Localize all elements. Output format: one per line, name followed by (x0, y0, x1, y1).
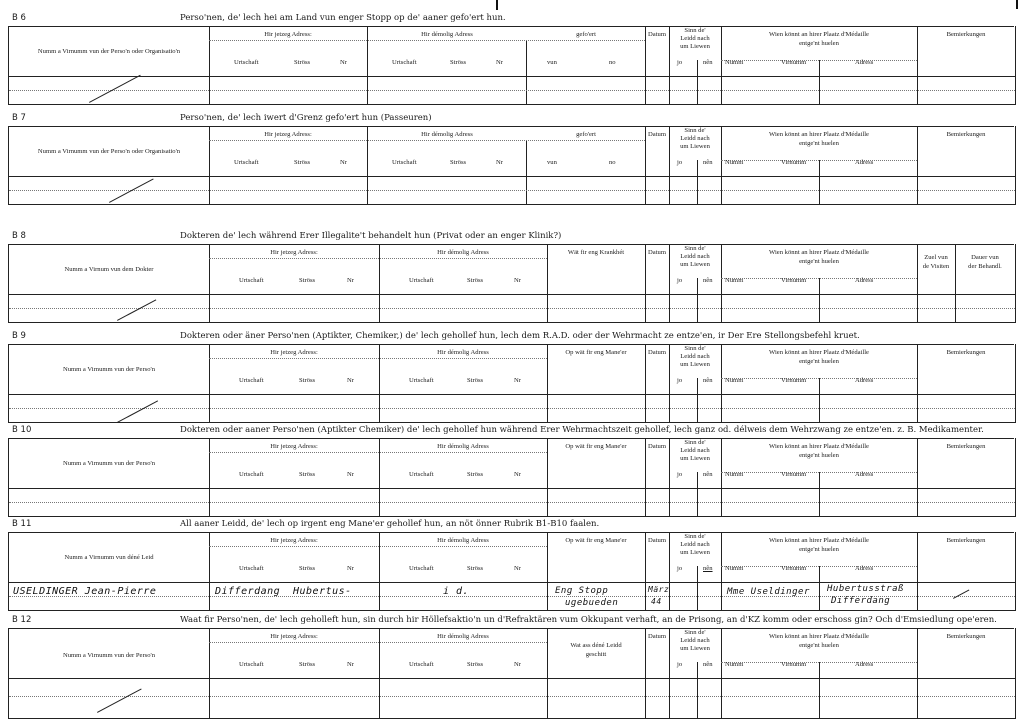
person-col-header: Numm a Virnumm vun der Perso'n (62, 460, 156, 467)
column-label: Adress (855, 277, 874, 284)
rule-line (917, 628, 918, 718)
column-label: entge'nt huelen (799, 40, 839, 47)
column-label: Numm (725, 159, 744, 166)
section-title: Perso'nen, de' lech iwert d'Grenz gefo'ert hun (Passeuren) (180, 113, 432, 123)
column-label: Numm (725, 471, 744, 478)
rule-line (721, 662, 917, 663)
column-label: vun (547, 159, 557, 166)
rule-line (819, 60, 820, 104)
section-grid (8, 628, 1016, 719)
column-label: Urtschaft (239, 661, 264, 668)
column-label: jo (677, 277, 683, 284)
column-label: Datum (648, 131, 666, 138)
column-label: Numm (725, 661, 744, 668)
person-col-header: Numm a Virnum vun dem Dokter (64, 266, 154, 273)
column-label: Bemierkungen (946, 633, 986, 640)
section-title: Dokteren oder äner Perso'nen (Aptikter, Chemiker,) de' lech gehollef hun, lech dem R.A.D. oder der Wehrmacht ze entze'en, ir Der Ere Stellongsbefehl kruet. (180, 331, 860, 341)
column-label: Ströss (299, 277, 316, 284)
column-label: entge'nt huelen (799, 642, 839, 649)
column-label: Urtschaft (409, 377, 434, 384)
former-address-header: Hir démolig Adress (437, 249, 489, 256)
rule-line (9, 696, 1015, 697)
rule-line (9, 76, 1015, 77)
column-label: Urtschaft (409, 565, 434, 572)
column-label: Numm (725, 59, 744, 66)
rule-line (9, 394, 1015, 395)
column-label: Leidd nach (680, 353, 710, 360)
rule-line (209, 452, 547, 453)
column-label: vun (547, 59, 557, 66)
column-label: Bemierkungen (946, 443, 986, 450)
current-address-header: Hir jetzeg Adress: (264, 131, 312, 138)
cancel-stroke (953, 590, 969, 599)
column-label: nên (703, 59, 713, 66)
column-label: Numm (725, 377, 744, 384)
section-code: B 11 (12, 519, 32, 529)
column-label: um Liewen (680, 549, 710, 556)
column-label: Datum (648, 31, 666, 38)
person-col-header: Numm a Virnumm vun der Perso'n (62, 366, 156, 373)
column-label: Virnumm (781, 277, 807, 284)
column-label: Virnumm (781, 471, 807, 478)
right-margin-mark (1016, 0, 1018, 9)
transported-header: gefo'ert (576, 131, 596, 138)
handwritten-date-1: März (648, 585, 670, 594)
rule-line (819, 278, 820, 322)
current-address-header: Hir jetzeg Adress: (270, 537, 318, 544)
section-grid (8, 438, 1016, 517)
rule-line (697, 662, 698, 718)
rule-line (721, 160, 917, 161)
rule-line (9, 90, 1015, 91)
former-address-header: Hir démolig Adress (437, 633, 489, 640)
former-address-header: Hir démolig Adress (421, 131, 473, 138)
form-page (8, 12, 1014, 718)
column-label: Urtschaft (239, 471, 264, 478)
column-label: Leidd nach (680, 541, 710, 548)
handwritten-method-1: Eng Stopp (555, 586, 609, 596)
rule-line (209, 358, 547, 359)
column-label: Sinn de' (684, 439, 706, 446)
current-address-header: Hir jetzeg Adress: (270, 249, 318, 256)
handwritten-locality: Differdang (215, 586, 281, 597)
column-label: Urtschaft (409, 661, 434, 668)
column-label: Ströss (467, 661, 484, 668)
section-grid (8, 344, 1016, 423)
section-grid (8, 532, 1016, 611)
current-address-header: Hir jetzeg Adress: (270, 633, 318, 640)
column-label: um Liewen (680, 645, 710, 652)
column-label: jo (677, 661, 683, 668)
former-address-header: Hir démolig Adress (437, 443, 489, 450)
column-label: nên (703, 377, 713, 384)
handwritten-medal-name: Mme Useldinger (727, 587, 810, 597)
current-address-header: Hir jetzeg Adress: (270, 443, 318, 450)
column-label: entge'nt huelen (799, 358, 839, 365)
rule-line (819, 472, 820, 516)
rule-line (9, 488, 1015, 489)
person-col-header: Numm a Virnumm vun der Perso'n oder Organisatio'n (37, 148, 181, 155)
rule-line (819, 662, 820, 718)
rule-line (697, 278, 698, 322)
section-grid (8, 244, 1016, 323)
column-label: Zuel vun (924, 254, 948, 261)
column-label: Virnumm (781, 59, 807, 66)
column-label: nên (703, 159, 713, 166)
method-header: Op wät fir eng Mane'er (565, 537, 627, 544)
handwritten-date-2: 44 (651, 597, 662, 606)
rule-line (697, 566, 698, 610)
column-label: um Liewen (680, 43, 710, 50)
column-label: Dauer vun (971, 254, 999, 261)
rule-line (209, 546, 547, 547)
column-label: Sinn de' (684, 345, 706, 352)
column-label: Ströss (467, 565, 484, 572)
column-label: Virnumm (781, 661, 807, 668)
illness-header: Wät fir eng Krankhét (567, 249, 625, 256)
cancel-stroke (117, 299, 156, 321)
handwritten-former-address: i d. (443, 586, 470, 597)
section-header (8, 230, 1014, 245)
column-label: Adress (855, 471, 874, 478)
rule-line (9, 582, 1015, 583)
column-label: Bemierkungen (946, 537, 986, 544)
rule-line (209, 40, 645, 41)
column-label: Leidd nach (680, 35, 710, 42)
column-label: Sinn de' (684, 245, 706, 252)
column-label: Nr (340, 59, 347, 66)
column-label: Urtschaft (234, 159, 259, 166)
section-grid (8, 126, 1016, 205)
rule-line (209, 642, 547, 643)
column-label: entge'nt huelen (799, 452, 839, 459)
column-label: jo (677, 471, 683, 478)
section-header (8, 424, 1014, 439)
column-label: Urtschaft (409, 471, 434, 478)
column-label: no (609, 159, 616, 166)
former-address-header: Hir démolig Adress (437, 349, 489, 356)
rule-line (697, 472, 698, 516)
section-header (8, 614, 1014, 629)
answer-nen-marked: nên (703, 565, 713, 572)
column-label: geschitt (585, 651, 607, 658)
column-label: Sinn de' (684, 127, 706, 134)
column-label: Nr (347, 277, 354, 284)
section-code: B 10 (12, 425, 32, 435)
column-label: um Liewen (680, 143, 710, 150)
rule-line (526, 40, 527, 104)
column-label: Adress (855, 661, 874, 668)
column-label: Wien könnt an hirer Plaatz d'Médaille (769, 31, 869, 38)
column-label: Ströss (299, 471, 316, 478)
rule-line (9, 502, 1015, 503)
column-label: Datum (648, 443, 666, 450)
rule-line (209, 258, 547, 259)
cancel-stroke (97, 689, 142, 713)
column-label: Ströss (299, 565, 316, 572)
column-label: Wien könnt an hirer Plaatz d'Médaille (769, 349, 869, 356)
column-label: Nr (496, 159, 503, 166)
what-happened-header: Wat ass déné Leidd (570, 642, 622, 649)
section-title: Dokteren de' lech während Erer Illegalite't behandelt hun (Privat oder an enger Klinik?) (180, 231, 562, 241)
column-label: de Visiten (922, 263, 950, 270)
column-label: Datum (648, 349, 666, 356)
person-col-header: Numm a Virnumm vun der Perso'n oder Organisatio'n (37, 48, 181, 55)
column-label: jo (677, 159, 683, 166)
column-label: Numm (725, 277, 744, 284)
former-address-header: Hir démolig Adress (421, 31, 473, 38)
column-label: nên (703, 277, 713, 284)
top-margin-mark (496, 0, 498, 10)
rule-line (697, 60, 698, 104)
column-label: Urtschaft (409, 277, 434, 284)
column-label: Nr (514, 277, 521, 284)
person-col-header: Numm a Virnumm vun der Perso'n (62, 652, 156, 659)
column-label: Ströss (294, 59, 311, 66)
handwritten-name: USELDINGER Jean-Pierre (13, 586, 157, 597)
column-label: Urtschaft (239, 377, 264, 384)
column-label: entge'nt huelen (799, 546, 839, 553)
section-code: B 12 (12, 615, 32, 625)
rule-line (9, 294, 1015, 295)
handwritten-medal-address-1: Hubertusstraß (827, 584, 904, 594)
cancel-stroke (117, 400, 158, 422)
column-label: Urtschaft (392, 159, 417, 166)
column-label: Ströss (299, 661, 316, 668)
rule-line (9, 308, 1015, 309)
column-label: Virnumm (781, 565, 807, 572)
column-label: Virnumm (781, 159, 807, 166)
rule-line (209, 140, 645, 141)
handwritten-method-2: ugebueden (565, 598, 619, 608)
column-label: der Behandl. (968, 263, 1002, 270)
column-label: Nr (347, 661, 354, 668)
column-label: Wien könnt an hirer Plaatz d'Médaille (769, 131, 869, 138)
section-title: Waat fir Perso'nen, de' lech geholleft hun, sin durch hir Höllefsaktio'n un d'Refraktären vum Okkupant verhaft, an de Prisong, an d'KZ komm oder erschoss gin? Och d'Emsiedlung ope'eren. (180, 615, 997, 625)
rule-line (819, 378, 820, 422)
section-title: All aaner Leidd, de' lech op irgent eng Mane'er gehollef hun, an nöt önner Rubrik B1-B10 faalen. (180, 519, 600, 529)
column-label: Ströss (467, 471, 484, 478)
section-title: Perso'nen, de' lech hei am Land vun enger Stopp op de' aaner gefo'ert hun. (180, 13, 506, 23)
column-label: Ströss (467, 377, 484, 384)
column-label: Leidd nach (680, 253, 710, 260)
column-label: Numm (725, 565, 744, 572)
column-label: Ströss (299, 377, 316, 384)
column-label: Nr (347, 471, 354, 478)
method-header: Op wät fir eng Mane'er (565, 443, 627, 450)
section-header (8, 518, 1014, 533)
rule-line (526, 140, 527, 204)
rule-line (645, 628, 646, 718)
column-label: Urtschaft (392, 59, 417, 66)
column-label: Ströss (450, 59, 467, 66)
column-label: Leidd nach (680, 135, 710, 142)
column-label: Nr (347, 565, 354, 572)
section-header (8, 112, 1014, 127)
column-label: jo (677, 59, 683, 66)
column-label: Sinn de' (684, 629, 706, 636)
column-label: um Liewen (680, 455, 710, 462)
column-label: um Liewen (680, 361, 710, 368)
column-label: Datum (648, 249, 666, 256)
column-label: Adress (855, 377, 874, 384)
column-label: Ströss (450, 159, 467, 166)
section-code: B 8 (12, 231, 26, 241)
rule-line (697, 160, 698, 204)
column-label: Wien könnt an hirer Plaatz d'Médaille (769, 249, 869, 256)
column-label: Wien könnt an hirer Plaatz d'Médaille (769, 443, 869, 450)
rule-line (819, 566, 820, 610)
column-label: Sinn de' (684, 27, 706, 34)
current-address-header: Hir jetzeg Adress: (264, 31, 312, 38)
rule-line (721, 60, 917, 61)
column-label: Adress (855, 159, 874, 166)
column-label: no (609, 59, 616, 66)
column-label: Urtschaft (239, 277, 264, 284)
rule-line (9, 190, 1015, 191)
column-label: Nr (514, 377, 521, 384)
column-label: Ströss (467, 277, 484, 284)
former-address-header: Hir démolig Adress (437, 537, 489, 544)
method-header: Op wät fir eng Mane'er (565, 349, 627, 356)
rule-line (697, 378, 698, 422)
person-col-header: Numm a Virnumm vun déné Leid (64, 554, 154, 561)
column-label: Urtschaft (239, 565, 264, 572)
column-label: jo (677, 565, 683, 572)
section-header (8, 330, 1014, 345)
cancel-stroke (89, 75, 141, 103)
column-label: Nr (496, 59, 503, 66)
column-label: Leidd nach (680, 447, 710, 454)
column-label: Nr (514, 661, 521, 668)
column-label: Bemierkungen (946, 131, 986, 138)
rule-line (721, 278, 917, 279)
rule-line (721, 472, 917, 473)
column-label: entge'nt huelen (799, 140, 839, 147)
column-label: Nr (514, 471, 521, 478)
column-label: Nr (514, 565, 521, 572)
column-label: nên (703, 661, 713, 668)
column-label: jo (677, 377, 683, 384)
column-label: Adress (855, 565, 874, 572)
column-label: Bemierkungen (946, 31, 986, 38)
rule-line (9, 176, 1015, 177)
current-address-header: Hir jetzeg Adress: (270, 349, 318, 356)
column-label: Ströss (294, 159, 311, 166)
column-label: Wien könnt an hirer Plaatz d'Médaille (769, 633, 869, 640)
handwritten-medal-address-2: Differdang (831, 596, 891, 606)
column-label: Datum (648, 537, 666, 544)
column-label: Adress (855, 59, 874, 66)
column-label: Urtschaft (234, 59, 259, 66)
rule-line (819, 160, 820, 204)
column-label: Leidd nach (680, 637, 710, 644)
column-label: nên (703, 471, 713, 478)
rule-line (721, 566, 917, 567)
column-label: entge'nt huelen (799, 258, 839, 265)
column-label: Nr (347, 377, 354, 384)
column-label: Sinn de' (684, 533, 706, 540)
section-code: B 7 (12, 113, 26, 123)
column-label: Nr (340, 159, 347, 166)
handwritten-street: Hubertus- (293, 586, 352, 597)
column-label: Wien könnt an hirer Plaatz d'Médaille (769, 537, 869, 544)
rule-line (9, 408, 1015, 409)
section-header (8, 12, 1014, 27)
section-code: B 9 (12, 331, 26, 341)
rule-line (721, 378, 917, 379)
column-label: Datum (648, 633, 666, 640)
section-code: B 6 (12, 13, 26, 23)
column-label: Virnumm (781, 377, 807, 384)
column-label: um Liewen (680, 261, 710, 268)
column-label: Bemierkungen (946, 349, 986, 356)
section-title: Dokteren oder aaner Perso'nen (Aptikter Chemiker) de' lech gehollef hun während Erer Wehrmachtszeit gehollef, lech ganz od. délweis dem Wehrzwang ze entze'en. z. B. Medikamenter. (180, 425, 984, 435)
rule-line (9, 678, 1015, 679)
section-grid (8, 26, 1016, 105)
transported-header: gefo'ert (576, 31, 596, 38)
